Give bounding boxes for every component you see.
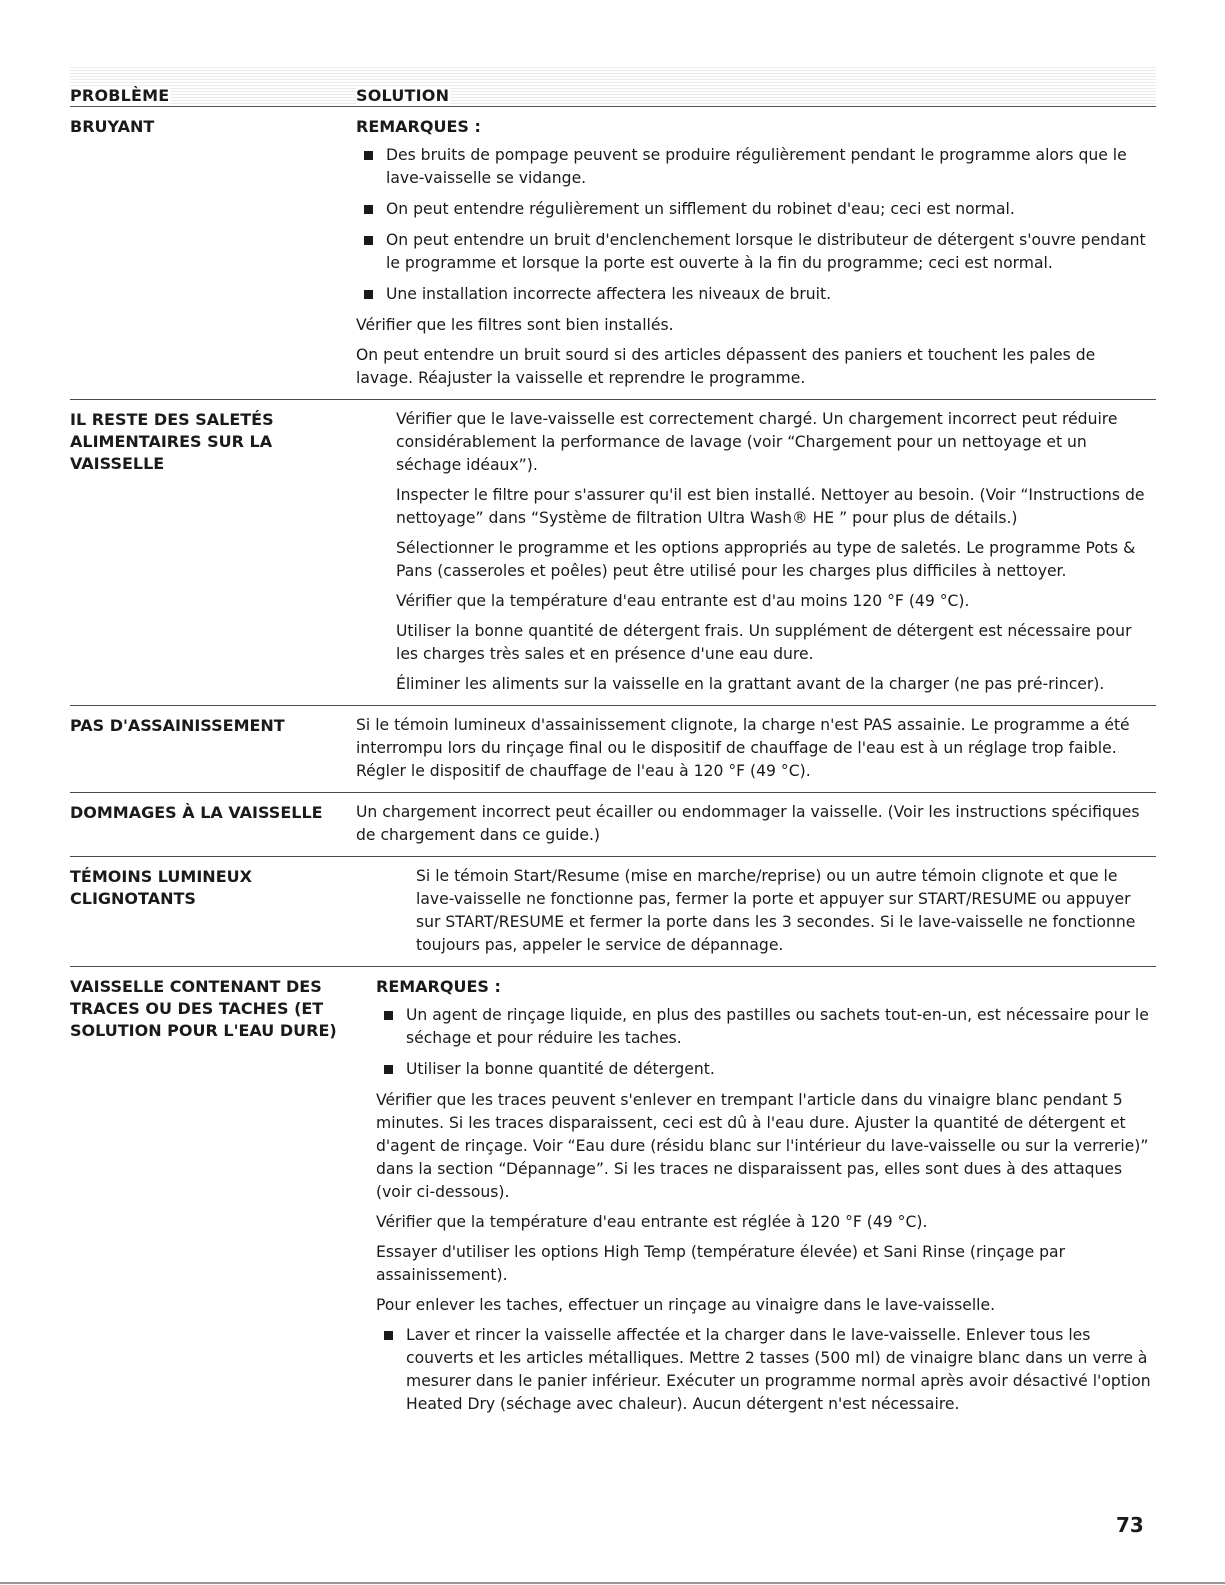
solution-cell <box>356 714 1156 783</box>
solution-cell <box>396 408 1156 696</box>
troubleshooting-table <box>70 66 1156 1433</box>
table-header <box>70 66 1156 107</box>
solution-paragraph: Si le témoin lumineux d'assainissement clignote, la charge n'est PAS assainie. Le programme a été interrompu lors du rinçage final ou le dispositif de chauffage de l'eau est à un réglage trop faible. Régler le dispositif de chauffage de l'eau à 120 °F (49 °C). <box>356 716 1130 780</box>
table-row <box>70 107 1156 400</box>
table-row <box>70 400 1156 706</box>
table-row <box>70 793 1156 857</box>
solution-cell <box>356 115 1156 390</box>
solution-paragraph: Sélectionner le programme et les options appropriés au type de saletés. Le programme Pots & Pans (casseroles et poêles) peut être utilisé pour les charges plus difficiles à nettoyer. <box>396 539 1136 580</box>
table-row <box>70 706 1156 793</box>
notes-label: REMARQUES : <box>376 977 501 996</box>
solution-cell <box>416 865 1156 957</box>
solution-paragraph: Utiliser la bonne quantité de détergent frais. Un supplément de détergent est nécessaire pour les charges très sales et en présence d'une eau dure. <box>396 622 1132 663</box>
solution-paragraph: Essayer d'utiliser les options High Temp (température élevée) et Sani Rinse (rinçage par assainissement). <box>376 1243 1066 1284</box>
solution-paragraph: Un chargement incorrect peut écailler ou endommager la vaisselle. (Voir les instructions spécifiques de chargement dans ce guide.) <box>356 803 1140 844</box>
bullet-item: On peut entendre un bruit d'enclenchement lorsque le distributeur de détergent s'ouvre pendant le programme et lorsque la porte est ouverte à la fin du programme; ceci est normal. <box>356 229 1156 275</box>
solution-paragraph: Vérifier que la température d'eau entrante est réglée à 120 °F (49 °C). <box>376 1213 928 1231</box>
solution-cell <box>356 801 1156 847</box>
bullet-item: Un agent de rinçage liquide, en plus des pastilles ou sachets tout-en-un, est nécessaire pour le séchage et pour réduire les taches. <box>376 1004 1156 1050</box>
bottom-divider <box>0 1582 1225 1584</box>
table-row <box>70 857 1156 967</box>
solution-paragraph: Vérifier que le lave-vaisselle est correctement chargé. Un chargement incorrect peut réduire considérablement la performance de lavage (voir “Chargement pour un nettoyage et un séchage idéaux”). <box>396 410 1118 474</box>
bullet-item: Utiliser la bonne quantité de détergent. <box>376 1058 1156 1081</box>
problem-cell: IL RESTE DES SALETÉS ALIMENTAIRES SUR LA VAISSELLE <box>70 410 274 473</box>
solution-column-header: SOLUTION <box>356 86 450 105</box>
solution-paragraph: Vérifier que la température d'eau entrante est d'au moins 120 °F (49 °C). <box>396 592 970 610</box>
solution-paragraph: Vérifier que les filtres sont bien installés. <box>356 316 674 334</box>
solution-paragraph: Inspecter le filtre pour s'assurer qu'il est bien installé. Nettoyer au besoin. (Voir “Instructions de nettoyage” dans “Système de filtration Ultra Wash® HE ” pour plus de détails.) <box>396 486 1145 527</box>
solution-paragraph: Pour enlever les taches, effectuer un rinçage au vinaigre dans le lave-vaisselle. <box>376 1296 996 1314</box>
problem-cell: BRUYANT <box>70 117 155 136</box>
solution-cell <box>376 975 1156 1424</box>
bullet-item: Laver et rincer la vaisselle affectée et la charger dans le lave-vaisselle. Enlever tous les couverts et les articles métalliques. Mettre 2 tasses (500 ml) de vinaigre blanc dans un verre à mesurer dans le panier inférieur. Exécuter un programme normal après avoir désactivé l'option Heated Dry (séchage avec chaleur). Aucun détergent n'est nécessaire. <box>376 1324 1156 1416</box>
solution-paragraph: Éliminer les aliments sur la vaisselle en la grattant avant de la charger (ne pas pré-rincer). <box>396 675 1105 693</box>
solution-paragraph: Si le témoin Start/Resume (mise en marche/reprise) ou un autre témoin clignote et que le lave-vaisselle ne fonctionne pas, fermer la porte et appuyer sur START/RESUME ou appuyer sur START/RESUME et fermer la porte dans les 3 secondes. Si le lave-vaisselle ne fonctionne toujours pas, appeler le service de dépannage. <box>416 867 1136 954</box>
problem-column-header: PROBLÈME <box>70 86 170 105</box>
bullet-item: Une installation incorrecte affectera les niveaux de bruit. <box>356 283 1156 306</box>
problem-cell: DOMMAGES À LA VAISSELLE <box>70 803 323 822</box>
problem-cell: TÉMOINS LUMINEUX CLIGNOTANTS <box>70 867 252 908</box>
notes-label: REMARQUES : <box>356 117 481 136</box>
table-row <box>70 967 1156 1433</box>
bullet-item: On peut entendre régulièrement un sifflement du robinet d'eau; ceci est normal. <box>356 198 1156 221</box>
bullet-item: Des bruits de pompage peuvent se produire régulièrement pendant le programme alors que le lave-vaisselle se vidange. <box>356 144 1156 190</box>
solution-paragraph: On peut entendre un bruit sourd si des articles dépassent des paniers et touchent les pales de lavage. Réajuster la vaisselle et reprendre le programme. <box>356 346 1096 387</box>
problem-cell: PAS D'ASSAINISSEMENT <box>70 716 285 735</box>
solution-paragraph: Vérifier que les traces peuvent s'enlever en trempant l'article dans du vinaigre blanc pendant 5 minutes. Si les traces disparaissent, ceci est dû à l'eau dure. Ajuster la quantité de détergent et d'agent de rinçage. Voir “Eau dure (résidu blanc sur l'intérieur du lave-vaisselle ou sur la verrerie)” dans la section “Dépannage”. Si les traces ne disparaissent pas, elles sont dues à des attaques (voir ci-dessous). <box>376 1091 1149 1201</box>
page-number: 73 <box>1116 1513 1144 1537</box>
problem-cell: VAISSELLE CONTENANT DES TRACES OU DES TACHES (ET SOLUTION POUR L'EAU DURE) <box>70 977 337 1040</box>
